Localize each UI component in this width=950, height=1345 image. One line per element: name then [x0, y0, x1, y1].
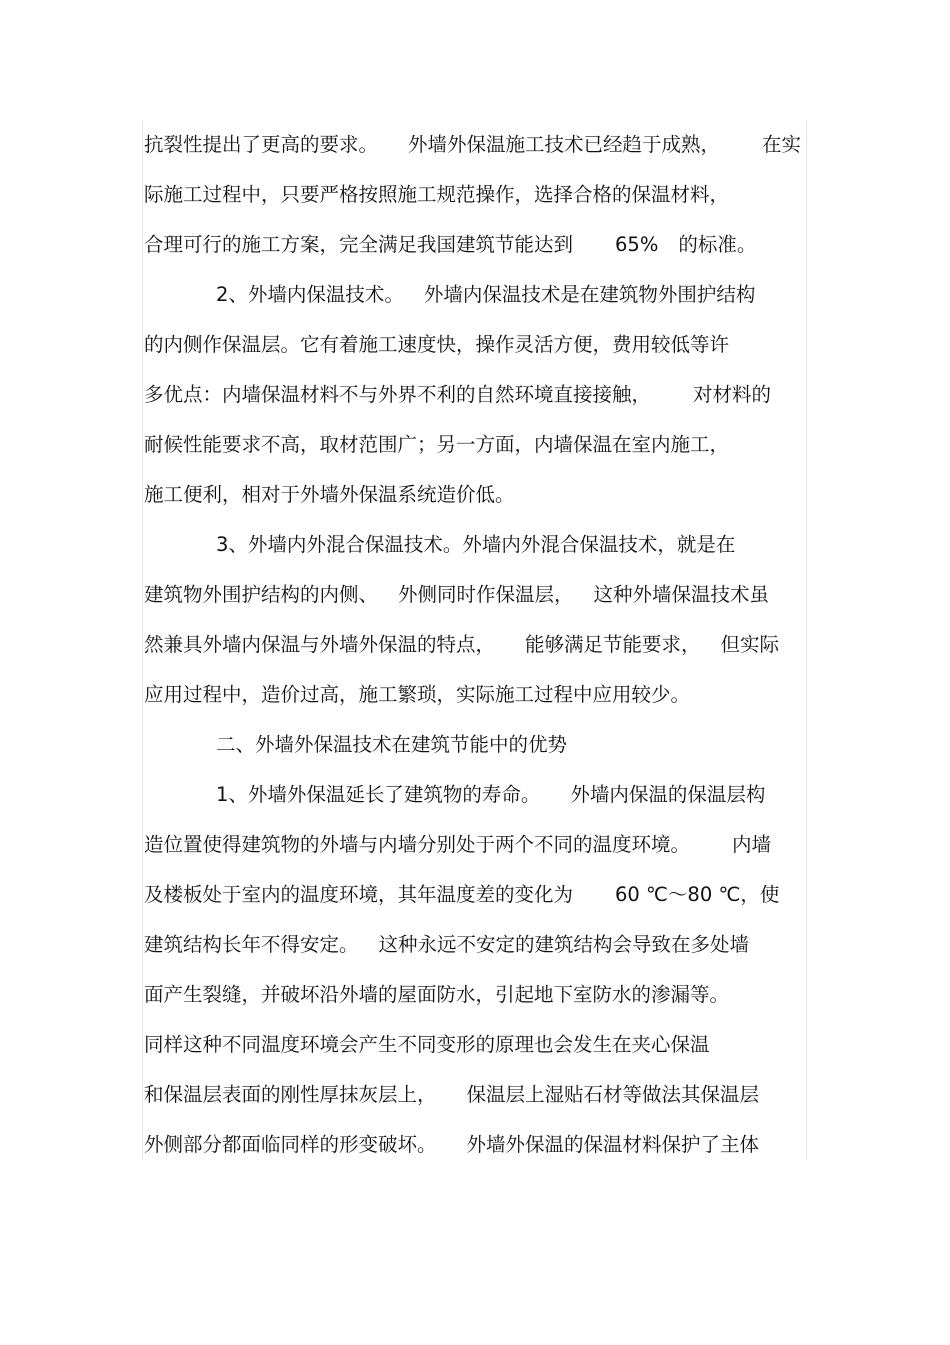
text-line — [144, 220, 808, 270]
paragraph-start-line — [144, 270, 808, 320]
text-segment: 1、外墙外保温延长了建筑物的寿命。 — [216, 783, 541, 806]
text-segment: 3、外墙内外混合保温技术。外墙内外混合保温技术，就是在 — [216, 533, 736, 556]
text-segment: 内墙 — [732, 833, 772, 856]
text-segment: 际施工过程中，只要严格按照施工规范操作，选择合格的保温材料， — [144, 183, 730, 206]
text-segment: 同样这种不同温度环境会产生不同变形的原理也会发生在夹心保温 — [144, 1033, 710, 1056]
text-line — [144, 870, 808, 920]
text-line — [144, 120, 808, 170]
text-segment: 施工便利，相对于外墙外保温系统造价低。 — [144, 483, 515, 506]
body-text — [144, 120, 808, 1170]
text-segment: 这种外墙保温技术虽 — [593, 583, 770, 606]
text-line — [144, 820, 808, 870]
text-segment: 外侧同时作保温层， — [398, 583, 574, 606]
text-segment: 65% — [615, 233, 659, 256]
text-line — [144, 570, 808, 620]
text-segment: 应用过程中，造价过高，施工繁琐，实际施工过程中应用较少。 — [144, 683, 691, 706]
text-segment: 外墙外保温的保温材料保护了主体 — [466, 1133, 760, 1156]
text-segment: 能够满足节能要求， — [525, 633, 701, 656]
paragraph-start-line — [144, 520, 808, 570]
text-segment: 外墙内保温的保温层构 — [570, 783, 766, 806]
text-segment: 外墙内保温技术是在建筑物外围护结构 — [423, 283, 756, 306]
text-segment: 60 ℃～80 ℃，使 — [615, 883, 780, 906]
text-line — [144, 320, 808, 370]
text-segment: 和保温层表面的刚性厚抹灰层上， — [144, 1083, 437, 1106]
page-border-left — [142, 120, 143, 1160]
text-segment: 抗裂性提出了更高的要求。 — [144, 133, 379, 156]
text-segment: 耐候性能要求不高，取材范围广；另一方面，内墙保温在室内施工， — [144, 433, 730, 456]
text-line — [144, 1020, 808, 1070]
text-segment: 对材料的 — [693, 383, 772, 406]
text-line — [144, 470, 808, 520]
text-segment: 及楼板处于室内的温度环境，其年温度差的变化为 — [144, 883, 574, 906]
text-segment: 建筑结构长年不得安定。 — [144, 933, 359, 956]
text-line — [144, 420, 808, 470]
text-line — [144, 620, 808, 670]
text-line — [144, 370, 808, 420]
text-segment: 然兼具外墙内保温与外墙外保温的特点， — [144, 633, 496, 656]
text-segment: 造位置使得建筑物的外墙与内墙分别处于两个不同的温度环境。 — [144, 833, 691, 856]
text-segment: 建筑物外围护结构的内侧、 — [144, 583, 379, 606]
text-segment: 外墙外保温施工技术已经趋于成熟， — [408, 133, 721, 156]
text-line — [144, 920, 808, 970]
text-segment: 面产生裂缝，并破坏沿外墙的屋面防水，引起地下室防水的渗漏等。 — [144, 983, 730, 1006]
text-segment: 二、外墙外保温技术在建筑节能中的优势 — [216, 733, 568, 756]
text-line — [144, 1070, 808, 1120]
text-line — [144, 170, 808, 220]
text-line — [144, 970, 808, 1020]
text-segment: 2、外墙内保温技术。 — [216, 283, 404, 306]
text-segment: 多优点：内墙保温材料不与外界不利的自然环境直接接触， — [144, 383, 652, 406]
text-segment: 的内侧作保温层。它有着施工速度快，操作灵活方便，费用较低等许 — [144, 333, 730, 356]
text-line — [144, 1120, 808, 1170]
text-segment: 保温层上湿贴石材等做法其保温层 — [466, 1083, 760, 1106]
paragraph-start-line — [144, 770, 808, 820]
text-segment: 但实际 — [720, 633, 780, 656]
text-segment: 在实 — [762, 133, 802, 156]
text-segment: 的标准。 — [678, 233, 757, 256]
text-segment: 合理可行的施工方案，完全满足我国建筑节能达到 — [144, 233, 574, 256]
text-segment: 这种永远不安定的建筑结构会导致在多处墙 — [378, 933, 750, 956]
section-heading — [144, 720, 808, 770]
text-line — [144, 670, 808, 720]
text-segment: 外侧部分都面临同样的形变破坏。 — [144, 1133, 437, 1156]
